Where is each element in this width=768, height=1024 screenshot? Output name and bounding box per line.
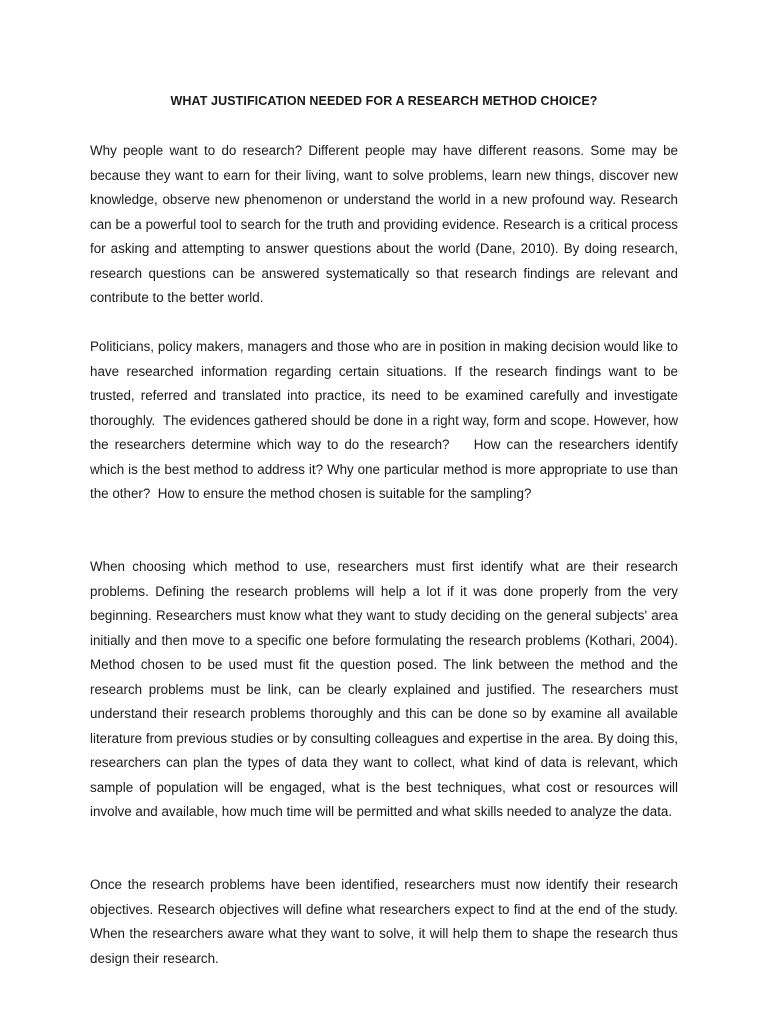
document-title: WHAT JUSTIFICATION NEEDED FOR A RESEARCH METHOD CHOICE? [170,94,598,108]
paragraph-3: When choosing which method to use, researchers must first identify what are their research problems. Defining the research problems will help a lot if it was done properly from the very beginning. Researchers must know what they want to study deciding on the general subjects' area initially and then move to a specific one before formulating the research problems (Kothari, 2004). Method chosen to be used must fit the question posed. The link between the method and the research problems must be link, can be clearly explained and justified. The researchers must understand their research problems thoroughly and this can be done so by examine all available literature from previous studies or by consulting colleagues and expertise in the area. By doing this, researchers can plan the types of data they want to collect, what kind of data is relevant, which sample of population will be engaged, what is the best techniques, what cost or resources will involve and available, how much time will be permitted and what skills needed to analyze the data. [90,559,682,819]
paragraph-2: Politicians, policy makers, managers and those who are in position in making decision would like to have researched information regarding certain situations. If the research findings want to be trusted, referred and translated into practice, its need to be examined carefully and investigate thoroughly. The evidences gathered should be done in a right way, form and scope. However, how the researchers determine which way to do the research? How can the researchers identify which is the best method to address it? Why one particular method is more appropriate to use than the other? How to ensure the method chosen is suitable for the sampling? [90,339,682,501]
paragraph-4: Once the research problems have been identified, researchers must now identify their research objectives. Research objectives will define what researchers expect to find at the end of the study. When the researchers aware what they want to solve, it will help them to shape the research thus design their research. [90,877,682,966]
paragraph-1: Why people want to do research? Different people may have different reasons. Some may be because they want to earn for their living, want to solve problems, learn new things, discover new knowledge, observe new phenomenon or understand the world in a new profound way. Research can be a powerful tool to search for the truth and providing evidence. Research is a critical process for asking and attempting to answer questions about the world (Dane, 2010). By doing research, research questions can be answered systematically so that research findings are relevant and contribute to the better world. [90,143,682,305]
